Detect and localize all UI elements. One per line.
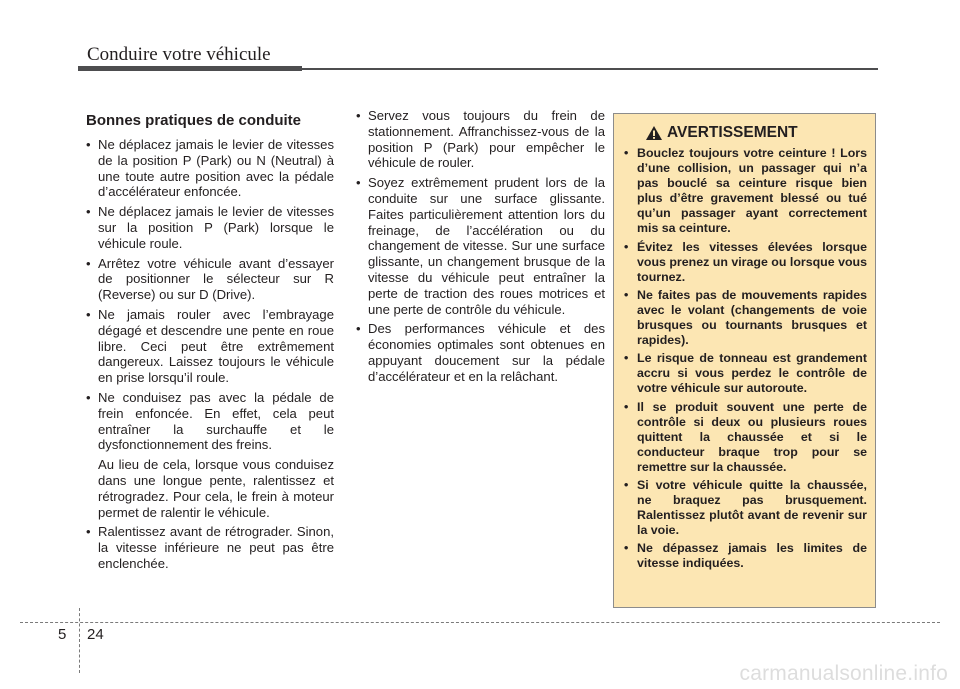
middle-column [356,108,605,389]
list-item: • Ralentissez avant de rétrograder. Sinon, la vitesse inférieure ne peut pas être enclenchée. [86,524,334,571]
middle-bullet-list [356,108,605,385]
warning-list [623,146,867,572]
warning-title: AVERTISSEMENT [667,124,798,141]
page-header-title: Conduire votre véhicule [87,44,271,65]
page-number: 24 [87,626,104,643]
left-bullet-list-end [86,524,334,571]
list-item: • Soyez extrêmement prudent lors de la conduite sur une surface glissante. Faites particulièrement attention lors du freinage, de l’accélération ou du changement de vitesse. Sur une surface glissante, un changement brusque de la vitesse du véhicule peut entraîner la perte de traction des roues motrices et une perte de contrôle du véhicule. [356,175,605,317]
header-rule-thin [302,68,878,70]
warning-item: • Si votre véhicule quitte la chaussée, ne braquez pas brusquement. Ralentissez plutôt avant de revenir sur la voie. [623,478,867,538]
warning-item: • Ne dépassez jamais les limites de vitesse indiquées. [623,541,867,571]
section-title: Bonnes pratiques de conduite [86,112,302,129]
list-item: • Ne conduisez pas avec la pédale de frein enfoncée. En effet, cela peut entraîner la surchauffe et le dysfonctionnement des freins. [86,390,334,453]
chapter-number: 5 [58,626,67,643]
watermark: carmanualsonline.info [739,662,948,685]
warning-item: • Il se produit souvent une perte de contrôle si deux ou plusieurs roues quittent la chaussée et si le conducteur braque trop pour se remettre sur la chaussée. [623,400,867,475]
list-item: • Ne déplacez jamais le levier de vitesses sur la position P (Park) lorsque le véhicule roule. [86,204,334,251]
warning-item: • Le risque de tonneau est grandement accru si vous perdez le contrôle de votre véhicule sur autoroute. [623,351,867,396]
continuation-paragraph: Au lieu de cela, lorsque vous conduisez dans une longue pente, ralentissez et rétrogradez. Pour cela, le frein à moteur permet de ralentir le véhicule. [98,457,334,520]
warning-item: • Bouclez toujours votre ceinture ! Lors d’une collision, un passager qui n’a pas bouclé sa ceinture risque bien plus d’être gravement blessé ou tué qu’un passager ayant correctement mis sa ceinture. [623,146,867,237]
list-item: • Ne déplacez jamais le levier de vitesses de la position P (Park) ou N (Neutral) à une toute autre position avec la pédale d’accélérateur enfoncée. [86,137,334,200]
left-bullet-list [86,137,334,453]
page-number-divider [79,608,80,673]
warning-item: • Ne faites pas de mouvements rapides avec le volant (changements de voie brusques ou tournants brusques et rapides). [623,288,867,348]
list-item: • Des performances véhicule et des économies optimales sont obtenues en appuyant doucement sur la pédale d’accélérateur et en la relâchant. [356,321,605,384]
list-item: • Servez vous toujours du frein de stationnement. Affranchissez-vous de la position P (Park) pour empêcher le véhicule de rouler. [356,108,605,171]
warning-header [645,124,867,142]
warning-item: • Évitez les vitesses élevées lorsque vous prenez un virage ou lorsque vous tournez. [623,240,867,285]
warning-box [613,113,876,608]
warning-triangle-icon [645,125,663,141]
header-rule-thick [78,66,302,71]
footer-rule [20,622,940,623]
left-column [86,112,334,576]
list-item: • Ne jamais rouler avec l’embrayage dégagé et descendre une pente en roue libre. Ceci peut être extrêmement dangereux. Laissez toujours le véhicule en prise lorsqu’il roule. [86,307,334,386]
list-item: • Arrêtez votre véhicule avant d’essayer de positionner le sélecteur sur R (Reverse) ou sur D (Drive). [86,256,334,303]
